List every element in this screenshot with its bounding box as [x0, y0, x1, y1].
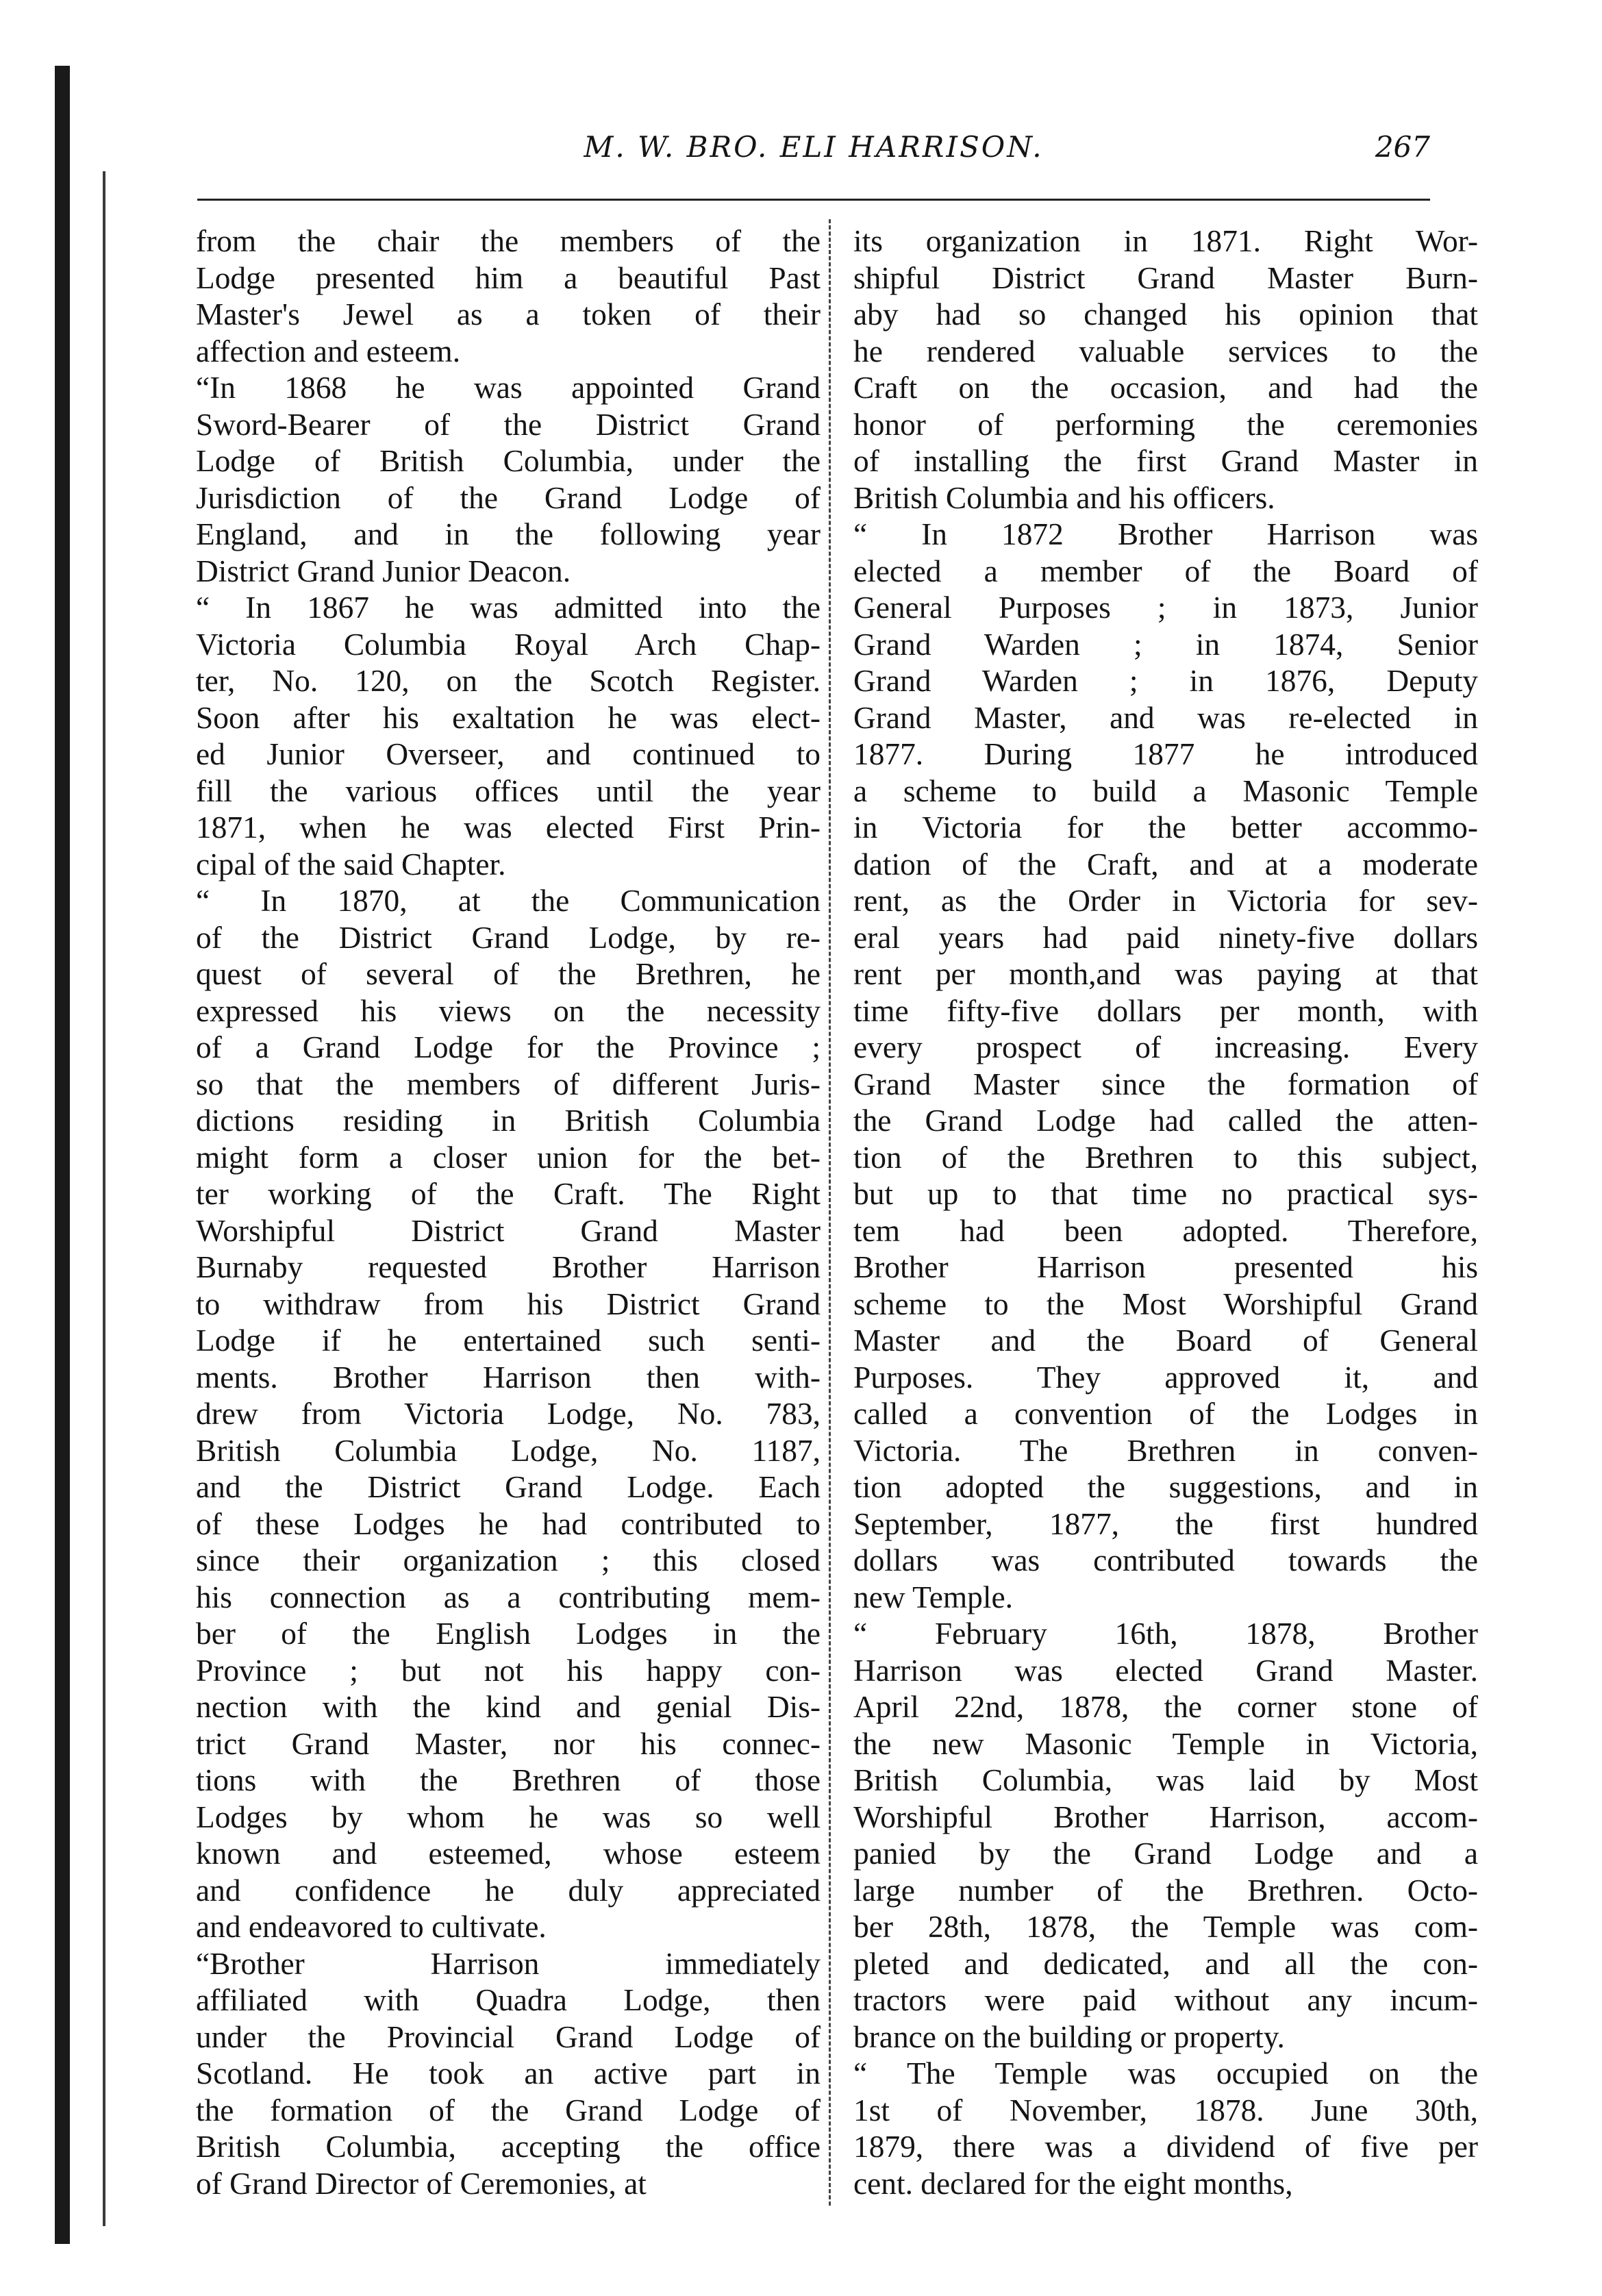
text-line: British Columbia Lodge, No. 1187,	[196, 1433, 821, 1468]
column-divider	[829, 219, 831, 2206]
text-line: District Grand Junior Deacon.	[196, 553, 571, 588]
text-line: in Victoria for the better accommo-	[853, 810, 1478, 845]
text-line: ments. Brother Harrison then with-	[196, 1360, 821, 1395]
text-line: Burnaby requested Brother Harrison	[196, 1250, 821, 1284]
text-line: large number of the Brethren. Octo-	[853, 1873, 1478, 1908]
text-line: to withdraw from his District Grand	[196, 1286, 821, 1321]
text-line: drew from Victoria Lodge, No. 783,	[196, 1397, 821, 1431]
text-line: “Brother Harrison immediately	[196, 1946, 821, 1981]
text-line: 1st of November, 1878. June 30th,	[853, 2093, 1478, 2127]
text-line: April 22nd, 1878, the corner stone of	[853, 1690, 1478, 1724]
text-line: “ In 1867 he was admitted into the	[196, 590, 821, 625]
text-line: affection and esteem.	[196, 334, 461, 369]
text-line: and the District Grand Lodge. Each	[196, 1470, 821, 1504]
text-line: Master and the Board of General	[853, 1323, 1478, 1358]
text-line: its organization in 1871. Right Wor-	[853, 224, 1478, 258]
text-line: British Columbia, was laid by Most	[853, 1763, 1478, 1797]
text-line: of the District Grand Lodge, by re-	[196, 920, 821, 955]
text-line: since their organization ; this closed	[196, 1543, 821, 1577]
text-line: tions with the Brethren of those	[196, 1763, 821, 1797]
text-line: affiliated with Quadra Lodge, then	[196, 1983, 821, 2017]
text-line: of a Grand Lodge for the Province ;	[196, 1030, 821, 1064]
binding-edge-line	[103, 171, 105, 2226]
text-line: time fifty-five dollars per month, with	[853, 993, 1478, 1028]
text-line: the Grand Lodge had called the atten-	[853, 1103, 1478, 1138]
text-line: of installing the first Grand Master in	[853, 444, 1478, 478]
text-line: rent, as the Order in Victoria for sev-	[853, 884, 1478, 918]
text-line: “ In 1872 Brother Harrison was	[853, 517, 1478, 551]
header-rule	[197, 199, 1430, 201]
text-line: Brother Harrison presented his	[853, 1250, 1478, 1284]
text-line: fill the various offices until the year	[196, 773, 821, 808]
text-line: Grand Warden ; in 1876, Deputy	[853, 664, 1478, 698]
text-line: cipal of the said Chapter.	[196, 847, 506, 882]
text-line: ter working of the Craft. The Right	[196, 1177, 821, 1211]
text-line: his connection as a contributing mem-	[196, 1580, 821, 1614]
text-line: ber 28th, 1878, the Temple was com-	[853, 1910, 1478, 1944]
text-column-right	[853, 223, 1478, 2202]
text-line: “In 1868 he was appointed Grand	[196, 371, 821, 405]
text-line: British Columbia, accepting the office	[196, 2130, 821, 2164]
text-line: Lodge of British Columbia, under the	[196, 444, 821, 478]
text-column-left	[196, 223, 821, 2202]
text-line: elected a member of the Board of	[853, 553, 1478, 588]
text-line: every prospect of increasing. Every	[853, 1030, 1478, 1064]
text-line: known and esteemed, whose esteem	[196, 1836, 821, 1871]
text-line: Worshipful District Grand Master	[196, 1213, 821, 1248]
text-line: but up to that time no practical sys-	[853, 1177, 1478, 1211]
text-line: new Temple.	[853, 1580, 1013, 1614]
text-line: shipful District Grand Master Burn-	[853, 260, 1478, 295]
text-line: “ In 1870, at the Communication	[196, 884, 821, 918]
text-line: dollars was contributed towards the	[853, 1543, 1478, 1577]
text-line: he rendered valuable services to the	[853, 334, 1478, 369]
text-line: the new Masonic Temple in Victoria,	[853, 1726, 1478, 1761]
text-line: trict Grand Master, nor his connec-	[196, 1726, 821, 1761]
text-line: British Columbia and his officers.	[853, 480, 1275, 515]
text-line: ber of the English Lodges in the	[196, 1617, 821, 1651]
text-line: Purposes. They approved it, and	[853, 1360, 1478, 1395]
text-line: tem had been adopted. Therefore,	[853, 1213, 1478, 1248]
text-line: eral years had paid ninety-five dollars	[853, 920, 1478, 955]
text-line: dation of the Craft, and at a moderate	[853, 847, 1478, 882]
text-line: panied by the Grand Lodge and a	[853, 1836, 1478, 1871]
text-line: brance on the building or property.	[853, 2019, 1285, 2054]
text-line: Master's Jewel as a token of their	[196, 297, 821, 332]
text-line: Lodge presented him a beautiful Past	[196, 260, 821, 295]
page-number: 267	[1375, 130, 1430, 164]
text-line: so that the members of different Juris-	[196, 1066, 821, 1101]
text-line: Province ; but not his happy con-	[196, 1653, 821, 1688]
text-line: Worshipful Brother Harrison, accom-	[853, 1799, 1478, 1834]
text-line: Lodge if he entertained such senti-	[196, 1323, 821, 1358]
text-line: “ February 16th, 1878, Brother	[853, 1617, 1478, 1651]
text-line: 1879, there was a dividend of five per	[853, 2130, 1478, 2164]
text-line: Sword-Bearer of the District Grand	[196, 407, 821, 442]
text-line: Lodges by whom he was so well	[196, 1799, 821, 1834]
text-line: 1877. During 1877 he introduced	[853, 737, 1478, 771]
text-line: 1871, when he was elected First Prin-	[196, 810, 821, 845]
text-line: the formation of the Grand Lodge of	[196, 2093, 821, 2127]
text-line: ter, No. 120, on the Scotch Register.	[196, 664, 821, 698]
text-line: aby had so changed his opinion that	[853, 297, 1478, 332]
text-line: Craft on the occasion, and had the	[853, 371, 1478, 405]
text-line: dictions residing in British Columbia	[196, 1103, 821, 1138]
text-line: cent. declared for the eight months,	[853, 2166, 1293, 2201]
text-line: might form a closer union for the bet-	[196, 1140, 821, 1175]
running-title: M. W. BRO. ELI HARRISON.	[584, 130, 1044, 164]
text-line: tractors were paid without any incum-	[853, 1983, 1478, 2017]
text-line: quest of several of the Brethren, he	[196, 957, 821, 991]
text-line: Grand Warden ; in 1874, Senior	[853, 627, 1478, 662]
page-header	[197, 130, 1430, 179]
text-line: Scotland. He took an active part in	[196, 2056, 821, 2091]
text-line: Jurisdiction of the Grand Lodge of	[196, 480, 821, 515]
text-line: Harrison was elected Grand Master.	[853, 1653, 1478, 1688]
text-line: ed Junior Overseer, and continued to	[196, 737, 821, 771]
text-line: Soon after his exaltation he was elect-	[196, 700, 821, 735]
binding-edge	[55, 66, 70, 2244]
text-line: Victoria. The Brethren in conven-	[853, 1433, 1478, 1468]
text-line: pleted and dedicated, and all the con-	[853, 1946, 1478, 1981]
text-line: of these Lodges he had contributed to	[196, 1506, 821, 1541]
text-line: Grand Master, and was re-elected in	[853, 700, 1478, 735]
text-line: and confidence he duly appreciated	[196, 1873, 821, 1908]
text-line: expressed his views on the necessity	[196, 993, 821, 1028]
text-line: nection with the kind and genial Dis-	[196, 1690, 821, 1724]
text-line: a scheme to build a Masonic Temple	[853, 773, 1478, 808]
text-line: under the Provincial Grand Lodge of	[196, 2019, 821, 2054]
text-line: from the chair the members of the	[196, 224, 821, 258]
text-line: “ The Temple was occupied on the	[853, 2056, 1478, 2091]
text-line: England, and in the following year	[196, 517, 821, 551]
text-line: and endeavored to cultivate.	[196, 1910, 547, 1944]
text-line: Grand Master since the formation of	[853, 1066, 1478, 1101]
text-line: September, 1877, the first hundred	[853, 1506, 1478, 1541]
text-line: honor of performing the ceremonies	[853, 407, 1478, 442]
text-line: scheme to the Most Worshipful Grand	[853, 1286, 1478, 1321]
text-line: Victoria Columbia Royal Arch Chap-	[196, 627, 821, 662]
text-line: of Grand Director of Ceremonies, at	[196, 2166, 647, 2201]
text-line: called a convention of the Lodges in	[853, 1397, 1478, 1431]
text-line: tion adopted the suggestions, and in	[853, 1470, 1478, 1504]
text-line: rent per month,and was paying at that	[853, 957, 1478, 991]
text-line: General Purposes ; in 1873, Junior	[853, 590, 1478, 625]
text-line: tion of the Brethren to this subject,	[853, 1140, 1478, 1175]
